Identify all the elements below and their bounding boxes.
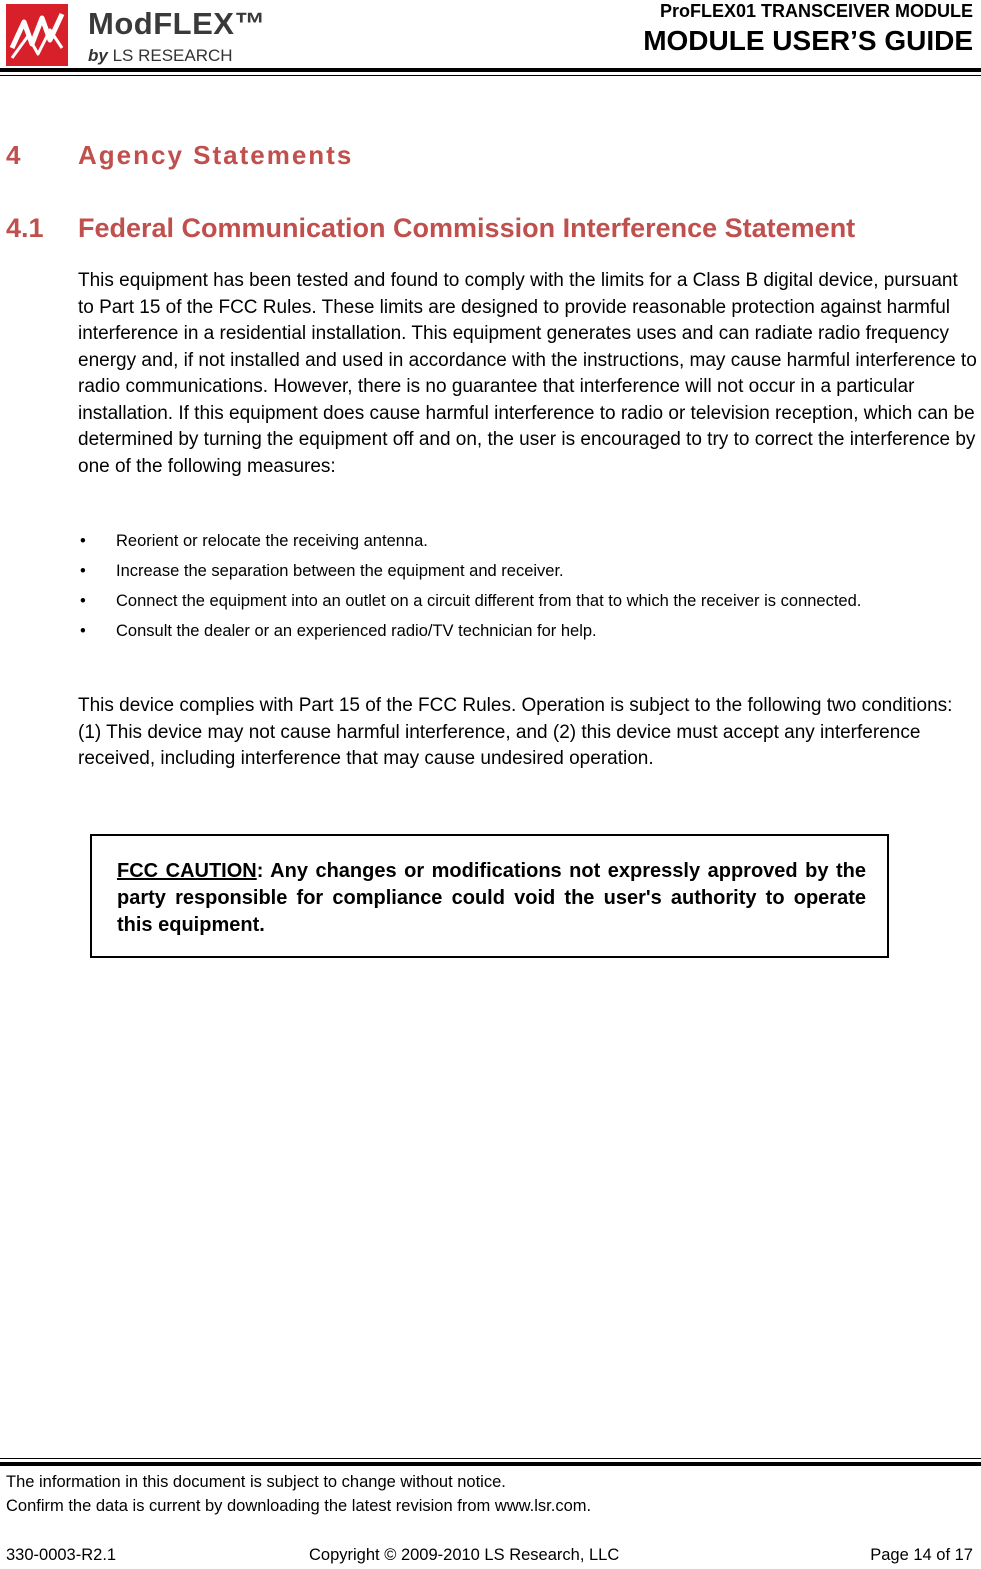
footer-page-number: Page 14 of 17 [870, 1546, 973, 1564]
caution-body: : Any changes or modifications not expressly approved by the party responsible for compliance could void the user's authority to operate this equipment. [117, 860, 866, 936]
footer-notice-line-2: Confirm the data is current by downloading the latest revision from www.lsr.com. [6, 1497, 592, 1515]
logo-by: by [88, 46, 108, 65]
header-rule-thick [0, 68, 981, 72]
list-item-text: Connect the equipment into an outlet on a circuit different from that to which the receiver is connected. [116, 592, 862, 610]
list-item-text: Increase the separation between the equipment and receiver. [116, 562, 564, 580]
subsection-number: 4.1 [6, 213, 44, 243]
modflex-logo [6, 4, 281, 66]
caution-label: FCC CAUTION [117, 860, 257, 882]
caution-text [117, 858, 866, 939]
header-product-title: ProFLEX01 TRANSCEIVER MODULE [659, 1, 973, 21]
fcc-paragraph-1: This equipment has been tested and found to comply with the limits for a Class B digital device, pursuant to Part 15 of the FCC Rules. These limits are designed to provide reasonable protection against harmful interference in a residential installation. This equipment generates uses and can radiate radio frequency energy and, if not installed and used in accordance with the instructions, may cause harmful interference to radio communications. However, there is no guarantee that interference will not occur in a particular installation. If this equipment does cause harmful interference to radio or television reception, which can be determined by turning the equipment off and on, the user is encouraged to try to correct the interference by one of the following measures: [78, 270, 977, 477]
logo-company: LS RESEARCH [112, 46, 233, 65]
list-item: • Increase the separation between the equipment and receiver. [80, 562, 564, 580]
footer-notice-line-1: The information in this document is subject to change without notice. [6, 1473, 506, 1491]
list-item-text: Reorient or relocate the receiving antenna. [116, 532, 428, 550]
subsection-title: Federal Communication Commission Interference Statement [78, 213, 856, 243]
fcc-caution-box [90, 834, 889, 958]
subsection-heading [6, 213, 855, 244]
footer-rule-thick [0, 1462, 981, 1466]
list-item: • Consult the dealer or an experienced radio/TV technician for help. [80, 622, 597, 640]
footer-copyright: Copyright © 2009-2010 LS Research, LLC [309, 1546, 620, 1564]
header-rule-thin [0, 75, 981, 76]
logo-name: ModFLEX™ [88, 6, 266, 41]
list-item: • Reorient or relocate the receiving antenna. [80, 532, 428, 550]
section-heading [6, 140, 353, 171]
list-item: • Connect the equipment into an outlet on a circuit different from that to which the receiver is connected. [80, 592, 862, 610]
footer-rule-thin [0, 1458, 981, 1459]
section-title: Agency Statements [78, 140, 354, 170]
list-item-text: Consult the dealer or an experienced radio/TV technician for help. [116, 622, 597, 640]
fcc-paragraph-2: This device complies with Part 15 of the FCC Rules. Operation is subject to the following two conditions: (1) This device may not cause harmful interference, and (2) this device must accept any interference received, including interference that may cause undesired operation. [78, 695, 953, 769]
section-number: 4 [6, 140, 23, 170]
modflex-logo-icon [6, 4, 68, 66]
logo-subtitle [88, 46, 233, 66]
header-guide-title: MODULE USER’S GUIDE [643, 25, 973, 56]
measures-list [78, 530, 958, 650]
footer-doc-number: 330-0003-R2.1 [6, 1546, 117, 1564]
page-header [0, 0, 981, 78]
